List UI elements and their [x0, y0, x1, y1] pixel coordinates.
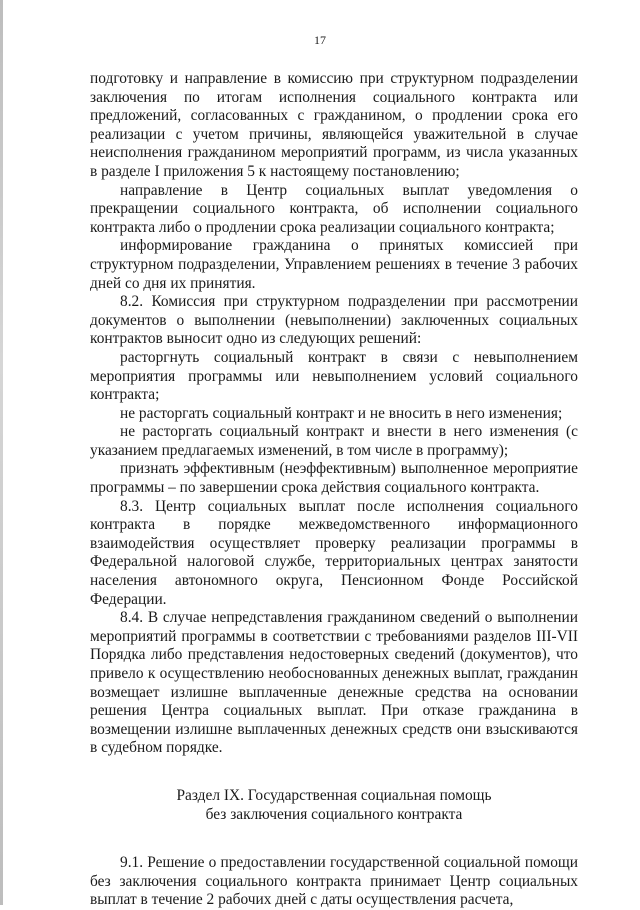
document-body [90, 70, 578, 910]
paragraph: не расторгать социальный контракт и внести в него изменения (с указанием предлагаемых изменений, в том числе в программу); [90, 423, 578, 459]
paragraph: 8.4. В случае непредставления гражданином сведений о выполнении мероприятий программы в соответствии с требованиями разделов III-VII Порядка либо представления недостоверных сведений (документов), что привело к осуществлению необоснованных денежных выплат, гражданин возмещает излишне выплаченные денежные средства на основании решения Центра социальных выплат. При отказе гражданина в возмещении излишне выплаченных денежных средств они взыскиваются в судебном порядке. [90, 609, 578, 757]
section-heading-line-1: Раздел IX. Государственная социальная помощь [176, 786, 492, 804]
paragraph: признать эффективным (неэффективным) выполненное мероприятие программы – по завершении срока действия социального контракта. [90, 460, 578, 497]
page-number: 17 [314, 33, 326, 47]
paragraph: направление в Центр социальных выплат уведомления о прекращении социального контракта, об исполнении социального контракта либо о продлении срока реализации социального контракта; [90, 181, 578, 236]
section-heading-line-2: без заключения социального контракта [205, 805, 463, 823]
paragraph: расторгнуть социальный контракт в связи с невыполнением мероприятия программы или невыполнением условий социального контракта; [90, 348, 578, 404]
scan-edge [0, 0, 3, 905]
paragraph: информирование гражданина о принятых комиссией при структурном подразделении, Управлением решениях в течение 3 рабочих дней со дня их принятия. [90, 237, 578, 292]
section-heading [90, 786, 578, 824]
paragraph: не расторгать социальный контракт и не вносить в него изменения; [120, 404, 563, 422]
paragraph: 8.3. Центр социальных выплат после исполнения социального контракта в порядке межведомственного информационного взаимодействия осуществляет проверку реализации программы в Федеральной налоговой службе, территориальных центрах занятости населения автономного округа, Пенсионном Фонде Российской Федерации. [90, 497, 578, 608]
paragraphs-top [90, 70, 578, 758]
paragraphs-bottom [90, 854, 578, 910]
paragraph: 9.1. Решение о предоставлении государственной социальной помощи без заключения социального контракта принимает Центр социальных выплат в течение 2 рабочих дней с даты осуществления расчета, [90, 853, 578, 909]
paragraph: подготовку и направление в комиссию при структурном подразделении заключения по итогам исполнения социального контракта или предложений, согласованных с гражданином, о продлении срока его реализации с учетом причины, являющейся уважительной в случае неисполнения гражданином мероприятий программ, из числа указанных в разделе I приложения 5 к настоящему постановлению; [90, 70, 578, 180]
paragraph: 8.2. Комиссия при структурном подразделении при рассмотрении документов о выполнении (невыполнении) заключенных социальных контрактов выносит одно из следующих решений: [90, 293, 578, 348]
